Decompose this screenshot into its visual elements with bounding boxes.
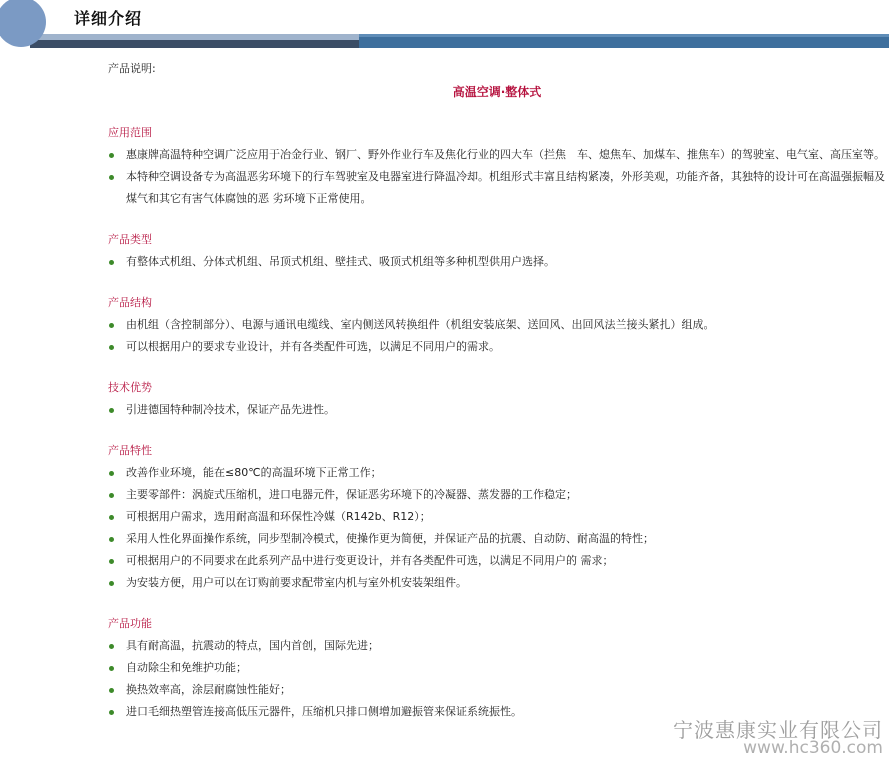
section-title: 产品类型 bbox=[108, 233, 152, 246]
watermark-url: www.hc360.com bbox=[743, 738, 883, 758]
section-block bbox=[108, 122, 886, 210]
bullet-icon bbox=[109, 408, 114, 413]
bullet-icon bbox=[109, 644, 114, 649]
list-item bbox=[108, 484, 886, 506]
list-item-text: 惠康牌高温特种空调广泛应用于冶金行业、钢厂、野外作业行车及焦化行业的四大车（拦焦 车、熄焦车、加煤车、推焦车）的驾驶室、电气室、高压室等。 bbox=[126, 148, 885, 161]
list-item bbox=[108, 251, 886, 273]
bullet-icon bbox=[109, 493, 114, 498]
section-block bbox=[108, 440, 886, 594]
header-title: 详细介绍 bbox=[74, 9, 143, 28]
list-item-text: 有整体式机组、分体式机组、吊顶式机组、壁挂式、吸顶式机组等多种机型供用户选择。 bbox=[126, 255, 555, 268]
section-block bbox=[108, 292, 886, 358]
watermark-company: 宁波惠康实业有限公司 bbox=[673, 718, 883, 742]
list-item-text: 换热效率高，涂层耐腐蚀性能好； bbox=[126, 683, 291, 696]
header-bar-dark bbox=[30, 40, 359, 48]
list-item bbox=[108, 144, 886, 166]
bullet-icon bbox=[109, 581, 114, 586]
list-item bbox=[108, 462, 886, 484]
list-item-text: 可根据用户需求，选用耐高温和环保性冷媒（R142b、R12）； bbox=[126, 510, 431, 523]
bullet-icon bbox=[109, 688, 114, 693]
bullet-icon bbox=[109, 260, 114, 265]
bullet-icon bbox=[109, 537, 114, 542]
list-item bbox=[108, 528, 886, 550]
list-item-text: 采用人性化界面操作系统，同步型制冷模式，使操作更为简便，并保证产品的抗震、自动防、耐高温的特性； bbox=[126, 532, 654, 545]
section-title: 技术优势 bbox=[108, 381, 152, 394]
bullet-icon bbox=[109, 559, 114, 564]
bullet-icon bbox=[109, 515, 114, 520]
bullet-icon bbox=[109, 345, 114, 350]
header-title-area bbox=[44, 0, 889, 34]
bullet-icon bbox=[109, 471, 114, 476]
list-item bbox=[108, 635, 886, 657]
intro-label: 产品说明: bbox=[108, 62, 156, 75]
list-item bbox=[108, 679, 886, 701]
list-item-text: 为安装方便，用户可以在订购前要求配带室内机与室外机安装架组件。 bbox=[126, 576, 467, 589]
list-item-text: 本特种空调设备专为高温恶劣环境下的行车驾驶室及电器室进行降温冷却。机组形式丰富且结构紧凑，外形美观，功能齐备，其独特的设计可在高温强振幅及煤气和其它有害气体腐蚀的恶 劣环境下正常使用。 bbox=[126, 170, 885, 205]
section-block bbox=[108, 613, 886, 723]
list-item bbox=[108, 166, 886, 210]
list-item-text: 改善作业环境，能在≤80℃的高温环境下正常工作； bbox=[126, 466, 382, 479]
list-item-text: 进口毛细热塑管连接高低压元器件，压缩机只排口侧增加避振管来保证系统振性。 bbox=[126, 705, 522, 718]
bullet-icon bbox=[109, 175, 114, 180]
section-header bbox=[0, 0, 889, 48]
list-item-text: 主要零部件：涡旋式压缩机，进口电器元件，保证恶劣环境下的冷凝器、蒸发器的工作稳定； bbox=[126, 488, 577, 501]
list-item bbox=[108, 314, 886, 336]
section-title: 产品结构 bbox=[108, 296, 152, 309]
bullet-icon bbox=[109, 710, 114, 715]
list-item bbox=[108, 572, 886, 594]
list-item bbox=[108, 506, 886, 528]
section-title: 产品功能 bbox=[108, 617, 152, 630]
section-block bbox=[108, 377, 886, 421]
bullet-icon bbox=[109, 153, 114, 158]
list-item-text: 可以根据用户的要求专业设计，并有各类配件可选，以满足不同用户的需求。 bbox=[126, 340, 500, 353]
list-item-text: 可根据用户的不同要求在此系列产品中进行变更设计，并有各类配件可选，以满足不同用户的 需求； bbox=[126, 554, 614, 567]
list-item bbox=[108, 550, 886, 572]
section-title: 产品特性 bbox=[108, 444, 152, 457]
list-item bbox=[108, 399, 886, 421]
list-item bbox=[108, 336, 886, 358]
section-list bbox=[108, 122, 886, 723]
list-item-text: 具有耐高温，抗震动的特点，国内首创，国际先进； bbox=[126, 639, 379, 652]
list-item bbox=[108, 657, 886, 679]
list-item-text: 引进德国特种制冷技术，保证产品先进性。 bbox=[126, 403, 335, 416]
list-item-text: 由机组（含控制部分）、电源与通讯电缆线、室内侧送风转换组件（机组安装底架、送回风、出回风法兰接头紧扎）组成。 bbox=[126, 318, 715, 331]
header-bar-right-strip bbox=[359, 34, 889, 37]
section-title: 应用范围 bbox=[108, 126, 152, 139]
bullet-icon bbox=[109, 666, 114, 671]
product-name: 高温空调·整体式 bbox=[452, 85, 542, 99]
detail-content bbox=[108, 58, 886, 723]
list-item-text: 自动除尘和免维护功能； bbox=[126, 661, 247, 674]
bullet-icon bbox=[109, 323, 114, 328]
section-block bbox=[108, 229, 886, 273]
